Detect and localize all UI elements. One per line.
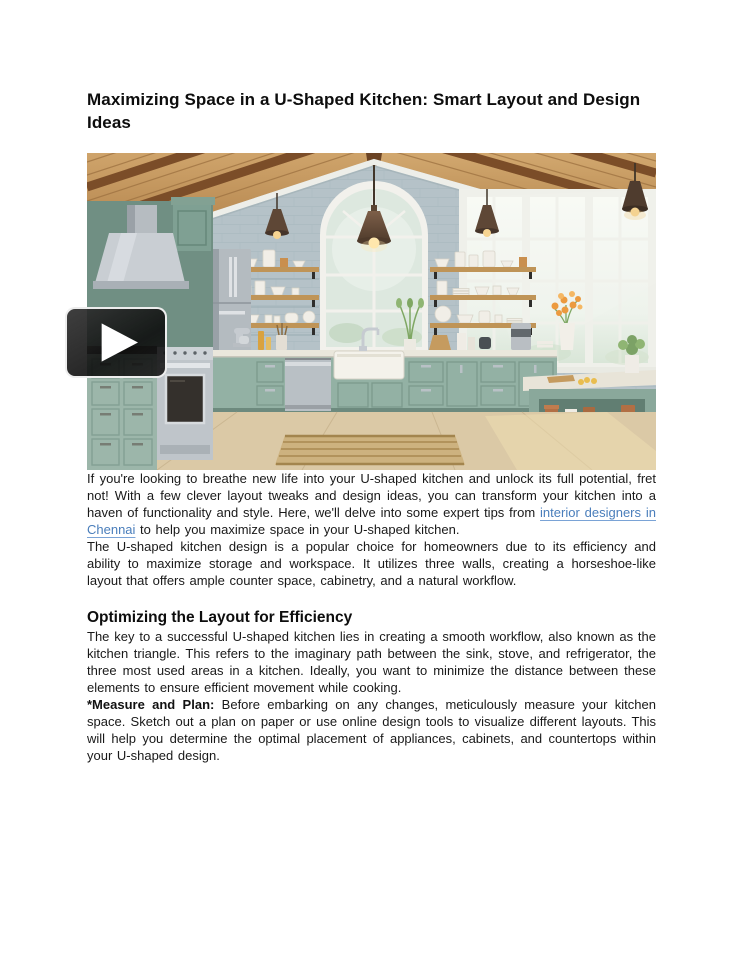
overview-paragraph: The U-shaped kitchen design is a popular choice for homeowners due to its efficiency and ability to maximize storage and workspace. It utilizes three walls, creating a horseshoe-like layout that offers ample counter space, cabinetry, and a natural workflow. bbox=[87, 539, 656, 588]
workflow-paragraph: The key to a successful U-shaped kitchen lies in creating a smooth workflow, also known as the kitchen triangle. This refers to the imaginary path between the sink, stove, and refrigerator, the three most used areas in a kitchen. Ideally, you want to minimize the distance between these elements to ensure efficient movement while cooking. bbox=[87, 629, 656, 695]
section-heading-optimizing-layout: Optimizing the Layout for Efficiency bbox=[87, 609, 353, 626]
measure-plan-text: Before embarking on any changes, meticulously measure your kitchen space. Sketch out a plan on paper or use online design tools to visualize different layouts. This will help you determine the optimal placement of appliances, cabinets, and countertops within your U-shaped design. bbox=[87, 697, 656, 763]
play-icon bbox=[67, 309, 165, 376]
article-content bbox=[87, 88, 656, 764]
kitchen-video-thumbnail bbox=[87, 153, 656, 470]
intro-text-after-link: to help you maximize space in your U-shaped kitchen. bbox=[135, 522, 460, 537]
measure-plan-label: *Measure and Plan: bbox=[87, 697, 215, 712]
interior-designers-chennai-link[interactable]: interior designers in Chennai bbox=[87, 505, 656, 537]
intro-text-before-link: If you're looking to breathe new life into your U-shaped kitchen and unlock its full potential, fret not! With a few clever layout tweaks and design ideas, you can transform your kitchen into a haven of functionality and style. Here, we'll delve into some expert tips from bbox=[87, 471, 656, 520]
intro-paragraph bbox=[87, 470, 656, 538]
page-title: Maximizing Space in a U-Shaped Kitchen: Smart Layout and Design Ideas bbox=[87, 90, 641, 132]
video-player[interactable] bbox=[87, 153, 656, 470]
measure-plan-paragraph bbox=[87, 696, 656, 764]
video-play-button[interactable] bbox=[65, 307, 167, 378]
